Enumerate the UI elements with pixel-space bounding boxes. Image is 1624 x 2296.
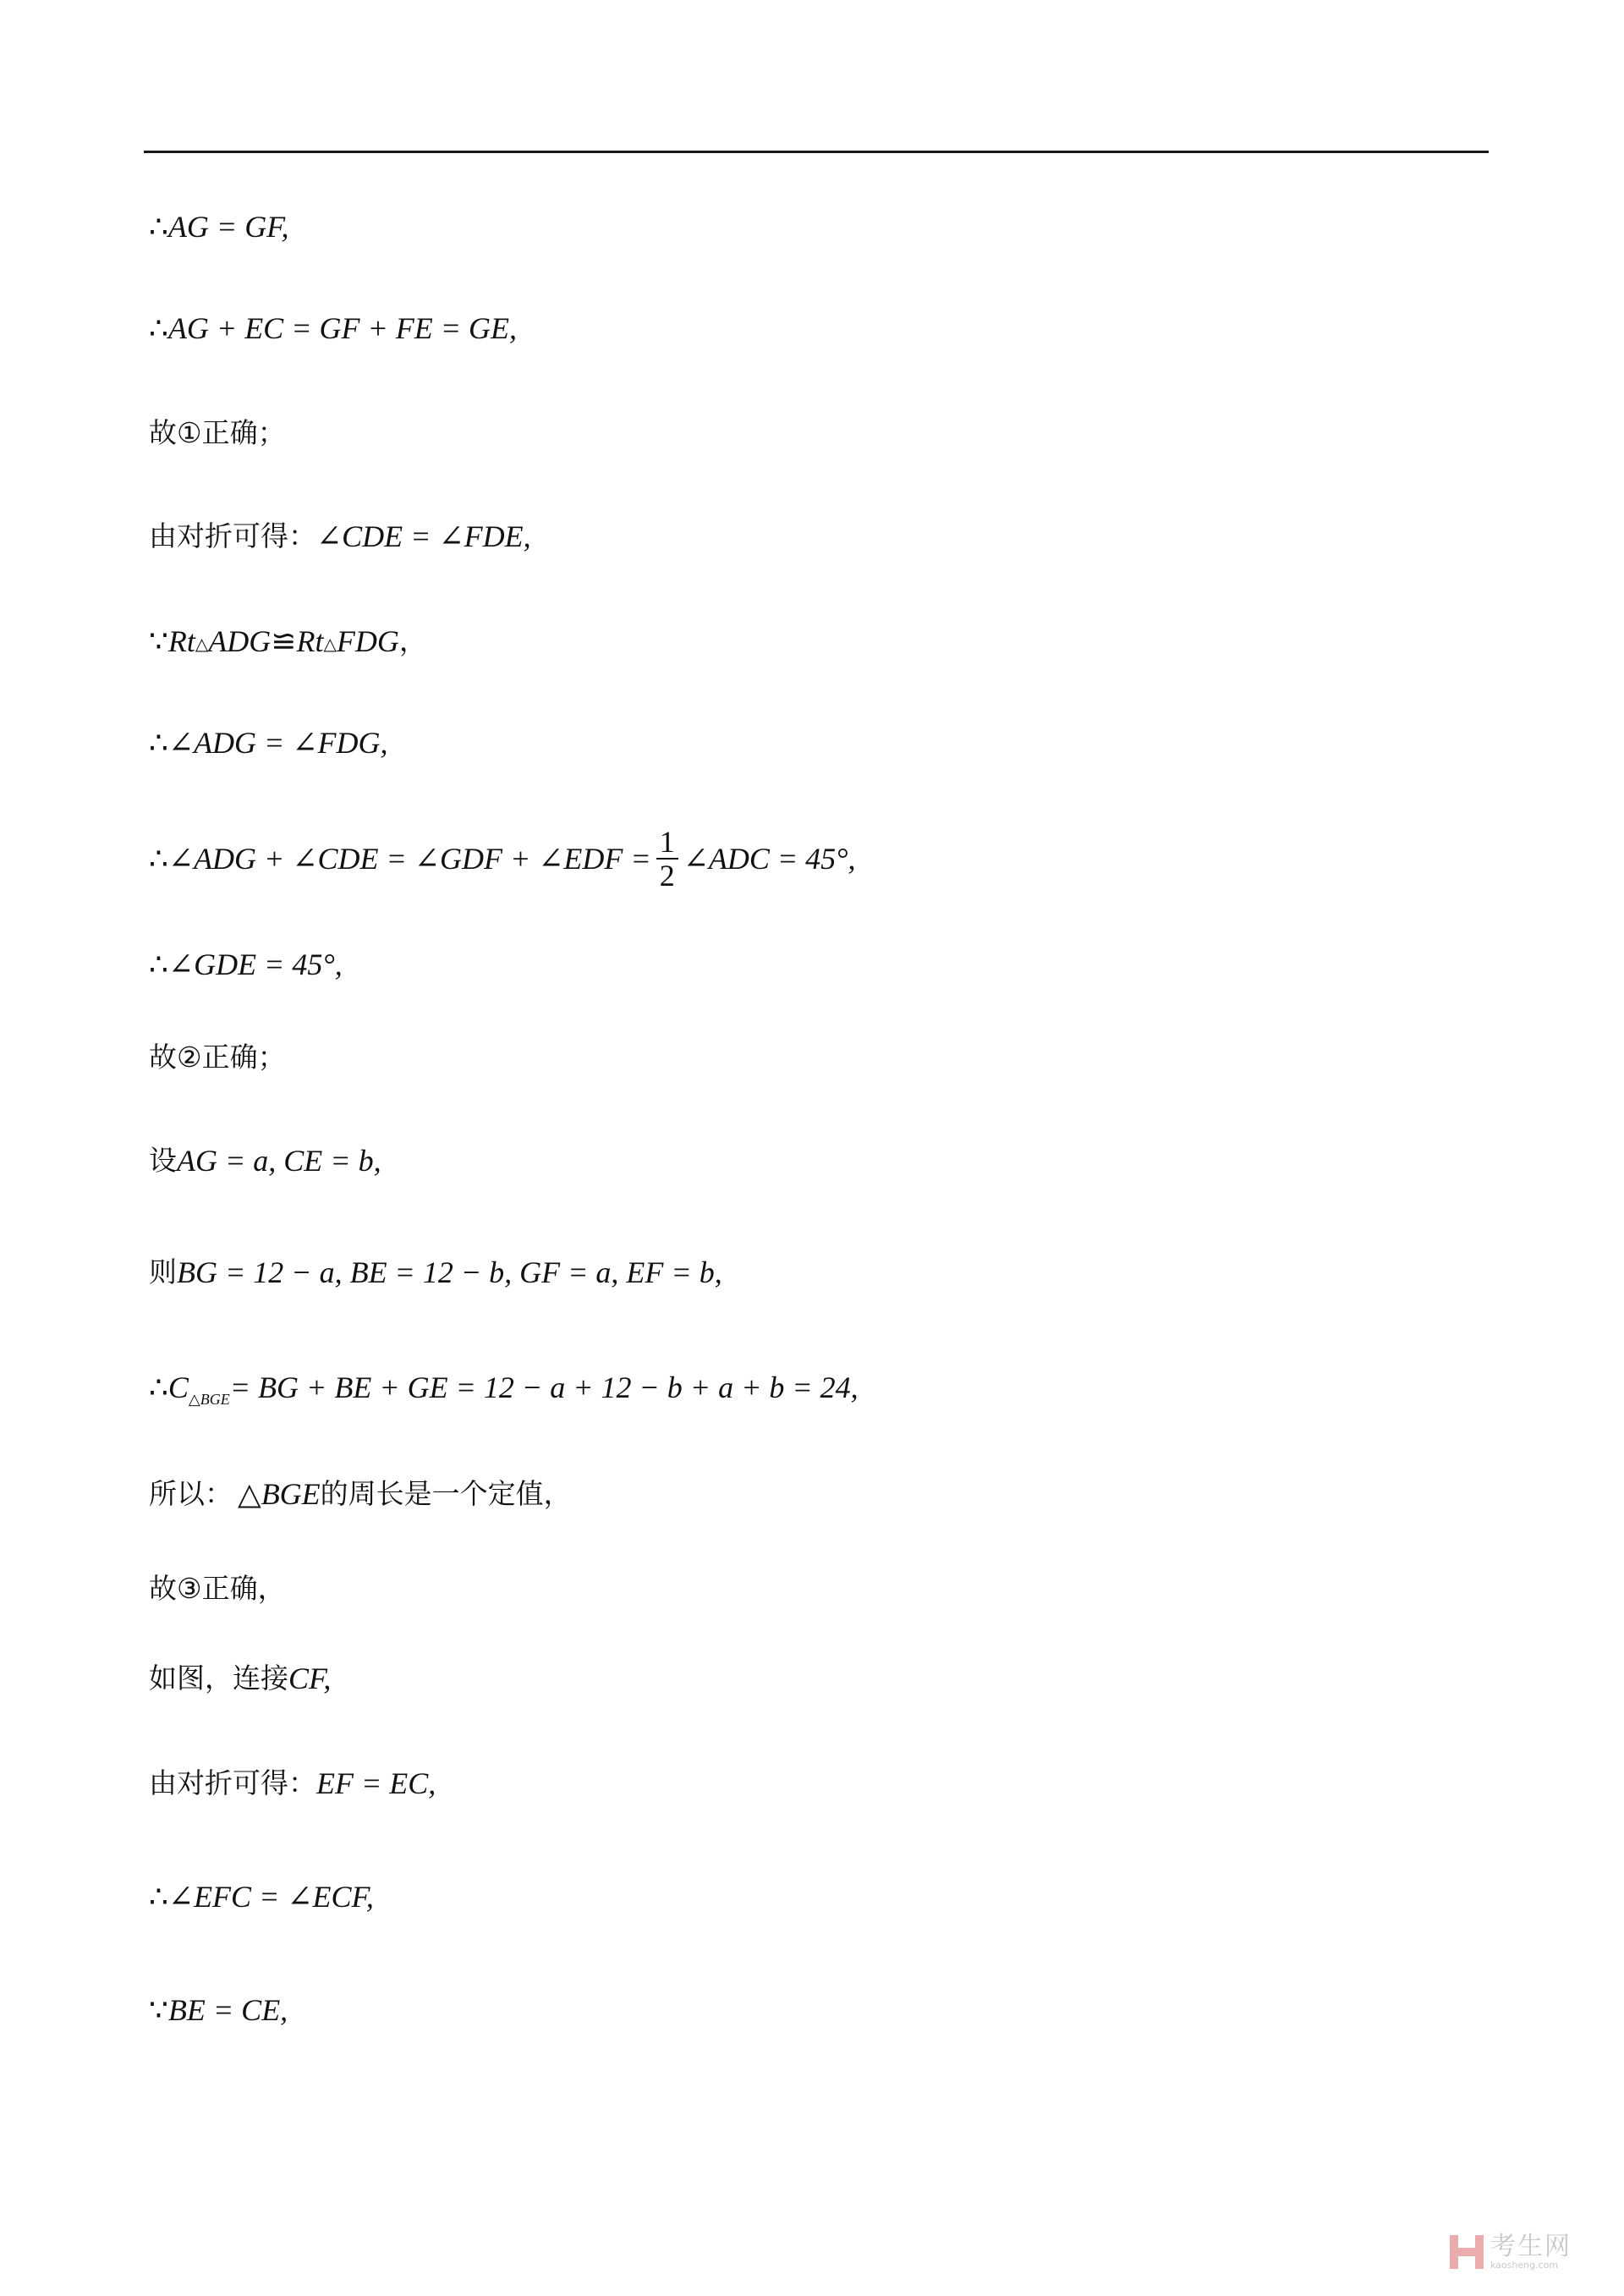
therefore-symbol: ∴ <box>149 842 168 876</box>
triangle-name: FDG <box>336 624 399 658</box>
therefore-symbol: ∴ <box>149 1370 168 1404</box>
triangle-name: BGE <box>261 1477 321 1511</box>
proof-line-8 <box>149 946 343 983</box>
triangle-name: ADG <box>208 624 272 658</box>
logo-icon <box>1450 2235 1484 2269</box>
proof-line-5 <box>149 623 427 660</box>
proof-line-10 <box>149 1142 381 1179</box>
proof-line-18 <box>149 1991 288 2029</box>
math-expression: BE = CE, <box>167 1993 288 2027</box>
logo-name: 考生网 <box>1490 2232 1572 2261</box>
math-expression-tail: ∠ADC = 45°, <box>683 842 856 876</box>
fraction-numerator: 1 <box>659 825 675 859</box>
statement-text: 所以： <box>149 1477 233 1510</box>
perimeter-subscript: △BGE <box>188 1391 230 1408</box>
conclusion-text: 故①正确； <box>149 416 286 449</box>
proof-line-2 <box>149 310 517 347</box>
math-expression: = BG + BE + GE = 12 − a + 12 − b + a + b = 24, <box>229 1370 859 1404</box>
proof-line-12 <box>149 1369 859 1406</box>
proof-line-3 <box>149 415 286 452</box>
proof-line-15 <box>149 1660 331 1697</box>
because-symbol: ∵ <box>149 1993 168 2027</box>
proof-line-6 <box>149 724 388 761</box>
logo-domain: kaosheng.com <box>1490 2260 1559 2271</box>
therefore-symbol: ∴ <box>149 948 168 981</box>
therefore-symbol: ∴ <box>149 210 168 244</box>
right-triangle-label: Rt <box>167 624 195 658</box>
proof-line-11 <box>149 1254 722 1291</box>
statement-text: 如图，连接 <box>149 1662 288 1695</box>
therefore-symbol: ∴ <box>149 311 168 345</box>
conclusion-text: 故②正确； <box>149 1041 286 1074</box>
triangle-symbol: △ <box>323 635 337 654</box>
math-expression: ∠EFC = ∠ECF, <box>167 1880 374 1914</box>
triangle-symbol: △ <box>238 1477 261 1511</box>
statement-text: 则 <box>149 1255 177 1288</box>
math-expression: ∠ADG = ∠FDG, <box>167 726 388 760</box>
statement-text-tail: 的周长是一个定值， <box>320 1477 572 1510</box>
math-expression: AG = GF, <box>167 210 289 244</box>
math-expression: AG = a, CE = b, <box>177 1144 381 1178</box>
conclusion-text: 故③正确， <box>149 1572 286 1605</box>
therefore-symbol: ∴ <box>149 1880 168 1914</box>
math-expression: BG = 12 − a, BE = 12 − b, GF = a, EF = b, <box>177 1255 722 1289</box>
proof-line-16 <box>149 1765 436 1802</box>
math-expression: ∠CDE = ∠FDE, <box>316 519 531 553</box>
proof-line-1 <box>149 208 289 245</box>
triangle-symbol: △ <box>195 635 209 654</box>
fraction <box>656 826 678 892</box>
math-expression: CF, <box>288 1662 332 1695</box>
proof-line-9 <box>149 1039 286 1076</box>
math-expression: ∠ADG + ∠CDE = ∠GDF + ∠EDF = <box>167 842 651 876</box>
statement-text: 由对折可得： <box>149 1766 316 1799</box>
watermark-logo <box>1450 2233 1572 2271</box>
statement-text: 由对折可得： <box>149 519 316 552</box>
therefore-symbol: ∴ <box>149 726 168 760</box>
because-symbol: ∵ <box>149 624 168 658</box>
math-expression: AG + EC = GF + FE = GE, <box>167 311 518 345</box>
congruent-symbol: ≌ <box>271 624 297 658</box>
punctuation: ， <box>398 624 427 657</box>
proof-line-17 <box>149 1878 374 1915</box>
perimeter-symbol: C <box>167 1370 189 1404</box>
proof-line-14 <box>149 1570 286 1607</box>
proof-line-13 <box>149 1475 572 1513</box>
math-expression: EF = EC, <box>316 1766 436 1800</box>
statement-text: 设 <box>149 1144 177 1177</box>
proof-line-4 <box>149 518 531 555</box>
proof-line-7 <box>149 826 856 892</box>
right-triangle-label: Rt <box>296 624 324 658</box>
math-expression: ∠GDE = 45°, <box>167 948 343 981</box>
header-rule <box>144 151 1489 153</box>
fraction-denominator: 2 <box>656 858 678 892</box>
